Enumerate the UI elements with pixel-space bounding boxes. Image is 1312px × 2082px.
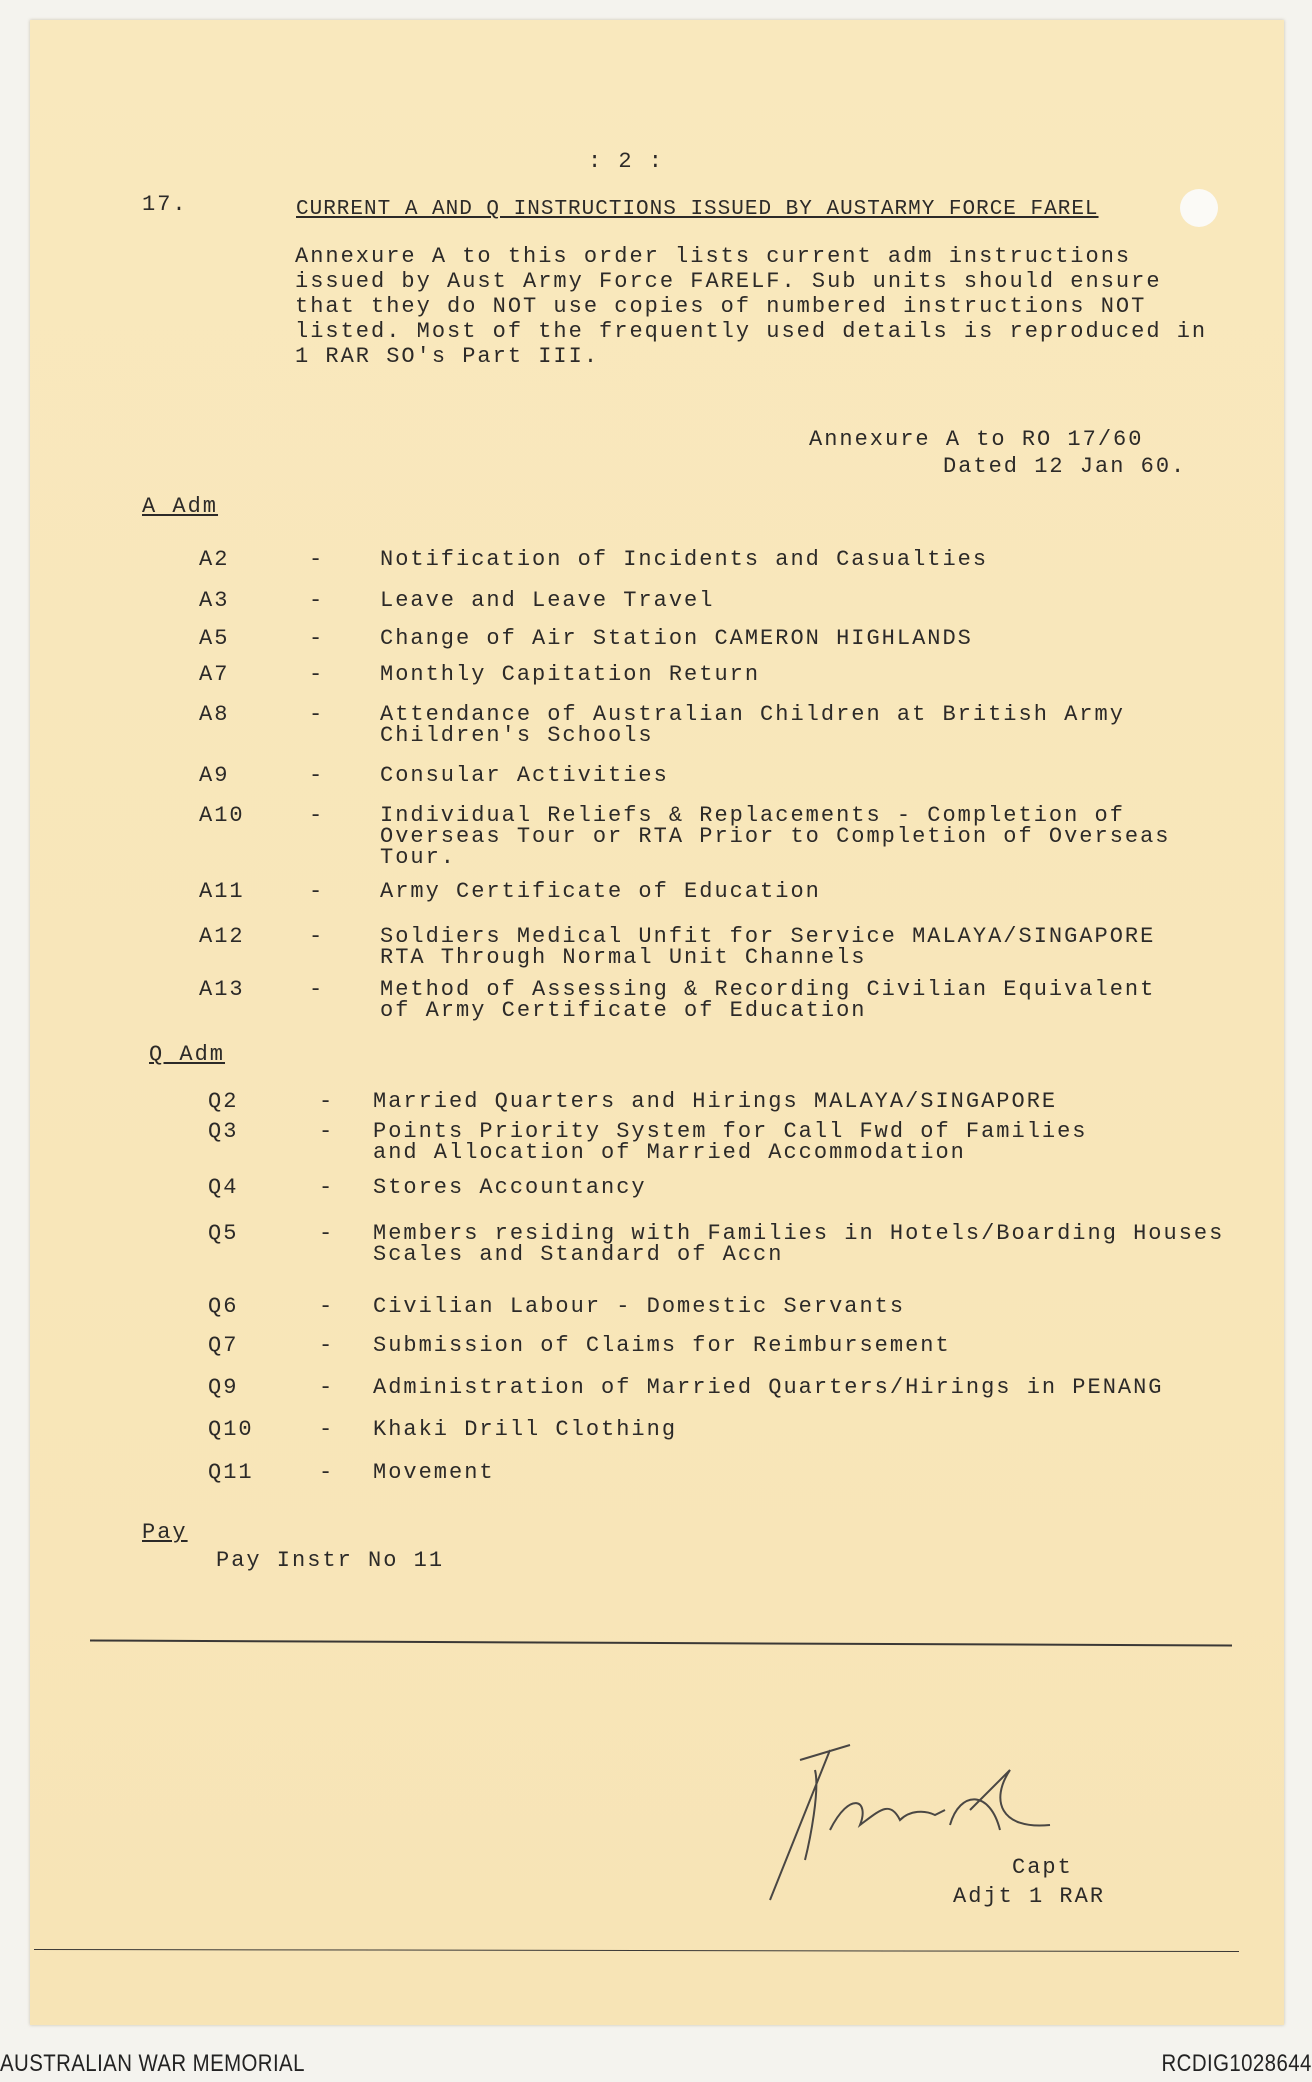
item-title: Leave and Leave Travel <box>380 588 715 613</box>
item-title: Soldiers Medical Unfit for Service MALAYA/SINGAPORE <box>380 924 1156 949</box>
footer-reference: RCDIG1028644 <box>1161 2050 1312 2077</box>
item-code: A11 <box>199 879 245 904</box>
item-dash: - <box>319 1417 335 1442</box>
item-code: Q11 <box>208 1460 254 1485</box>
punch-hole <box>1180 189 1218 227</box>
annexure-date: Dated 12 Jan 60. <box>943 454 1187 479</box>
item-title: Attendance of Australian Children at British Army <box>380 702 1125 727</box>
item-title: Tour. <box>380 845 457 870</box>
item-dash: - <box>309 977 325 1002</box>
item-title: Khaki Drill Clothing <box>373 1417 678 1442</box>
item-title: Consular Activities <box>380 763 669 788</box>
footer-institution: AUSTRALIAN WAR MEMORIAL <box>0 2050 305 2077</box>
item-title: Change of Air Station CAMERON HIGHLANDS <box>380 626 973 651</box>
item-code: A8 <box>199 702 230 727</box>
item-title: Submission of Claims for Reimbursement <box>373 1333 951 1358</box>
page-marker: : 2 : <box>588 149 665 174</box>
item-code: Q3 <box>208 1119 239 1144</box>
item-code: Q4 <box>208 1175 239 1200</box>
item-dash: - <box>309 763 325 788</box>
paragraph-line: Annexure A to this order lists current adm instructions <box>295 244 1132 269</box>
item-dash: - <box>319 1460 335 1485</box>
signature-rank: Capt <box>1012 1855 1073 1880</box>
item-title: Administration of Married Quarters/Hirings in PENANG <box>373 1375 1164 1400</box>
item-title: Members residing with Families in Hotels/Boarding Houses <box>373 1221 1225 1246</box>
item-dash: - <box>309 588 325 613</box>
item-code: A13 <box>199 977 245 1002</box>
item-dash: - <box>319 1221 335 1246</box>
paragraph-line: issued by Aust Army Force FARELF. Sub units should ensure <box>295 269 1162 294</box>
paragraph-line: listed. Most of the frequently used details is reproduced in <box>295 319 1208 344</box>
item-code: A7 <box>199 662 230 687</box>
item-title: Points Priority System for Call Fwd of Families <box>373 1119 1088 1144</box>
paragraph-line: 1 RAR SO's Part III. <box>295 344 600 369</box>
item-title: RTA Through Normal Unit Channels <box>380 945 867 970</box>
item-title: Children's Schools <box>380 723 654 748</box>
signature-appointment: Adjt 1 RAR <box>953 1884 1106 1909</box>
item-code: Q5 <box>208 1221 239 1246</box>
item-title: Scales and Standard of Accn <box>373 1242 784 1267</box>
item-code: A5 <box>199 626 230 651</box>
section-number: 17. <box>142 192 188 217</box>
annexure-ref: Annexure A to RO 17/60 <box>809 427 1144 452</box>
a-adm-heading: A Adm <box>142 494 219 519</box>
section-heading: CURRENT A AND Q INSTRUCTIONS ISSUED BY AUSTARMY FORCE FAREL <box>296 198 1099 221</box>
item-dash: - <box>309 924 325 949</box>
item-title: Notification of Incidents and Casualties <box>380 547 989 572</box>
item-title: Movement <box>373 1460 495 1485</box>
item-code: Q9 <box>208 1375 239 1400</box>
q-adm-heading: Q Adm <box>149 1042 226 1067</box>
item-dash: - <box>309 803 325 828</box>
item-code: A12 <box>199 924 245 949</box>
item-title: Individual Reliefs & Replacements - Completion of <box>380 803 1125 828</box>
item-title: Civilian Labour - Domestic Servants <box>373 1294 906 1319</box>
item-dash: - <box>319 1175 335 1200</box>
item-dash: - <box>319 1089 335 1114</box>
item-code: A2 <box>199 547 230 572</box>
item-code: A9 <box>199 763 230 788</box>
item-dash: - <box>309 879 325 904</box>
item-dash: - <box>309 626 325 651</box>
item-dash: - <box>309 547 325 572</box>
item-dash: - <box>309 702 325 727</box>
signature <box>760 1730 1090 1910</box>
item-title: Overseas Tour or RTA Prior to Completion of Overseas <box>380 824 1171 849</box>
item-title: Method of Assessing & Recording Civilian Equivalent <box>380 977 1156 1002</box>
item-code: Q10 <box>208 1417 254 1442</box>
paragraph-line: that they do NOT use copies of numbered instructions NOT <box>295 294 1147 319</box>
item-title: and Allocation of Married Accommodation <box>373 1140 966 1165</box>
item-code: A10 <box>199 803 245 828</box>
item-title: Married Quarters and Hirings MALAYA/SINGAPORE <box>373 1089 1058 1114</box>
item-code: Q2 <box>208 1089 239 1114</box>
item-dash: - <box>319 1375 335 1400</box>
item-title: Army Certificate of Education <box>380 879 821 904</box>
item-title: Monthly Capitation Return <box>380 662 761 687</box>
item-dash: - <box>319 1333 335 1358</box>
item-title: Stores Accountancy <box>373 1175 647 1200</box>
item-title: of Army Certificate of Education <box>380 998 867 1023</box>
item-dash: - <box>309 662 325 687</box>
item-dash: - <box>319 1294 335 1319</box>
pay-heading: Pay <box>142 1520 188 1545</box>
item-dash: - <box>319 1119 335 1144</box>
item-code: A3 <box>199 588 230 613</box>
pay-item: Pay Instr No 11 <box>216 1548 445 1573</box>
item-code: Q7 <box>208 1333 239 1358</box>
item-code: Q6 <box>208 1294 239 1319</box>
